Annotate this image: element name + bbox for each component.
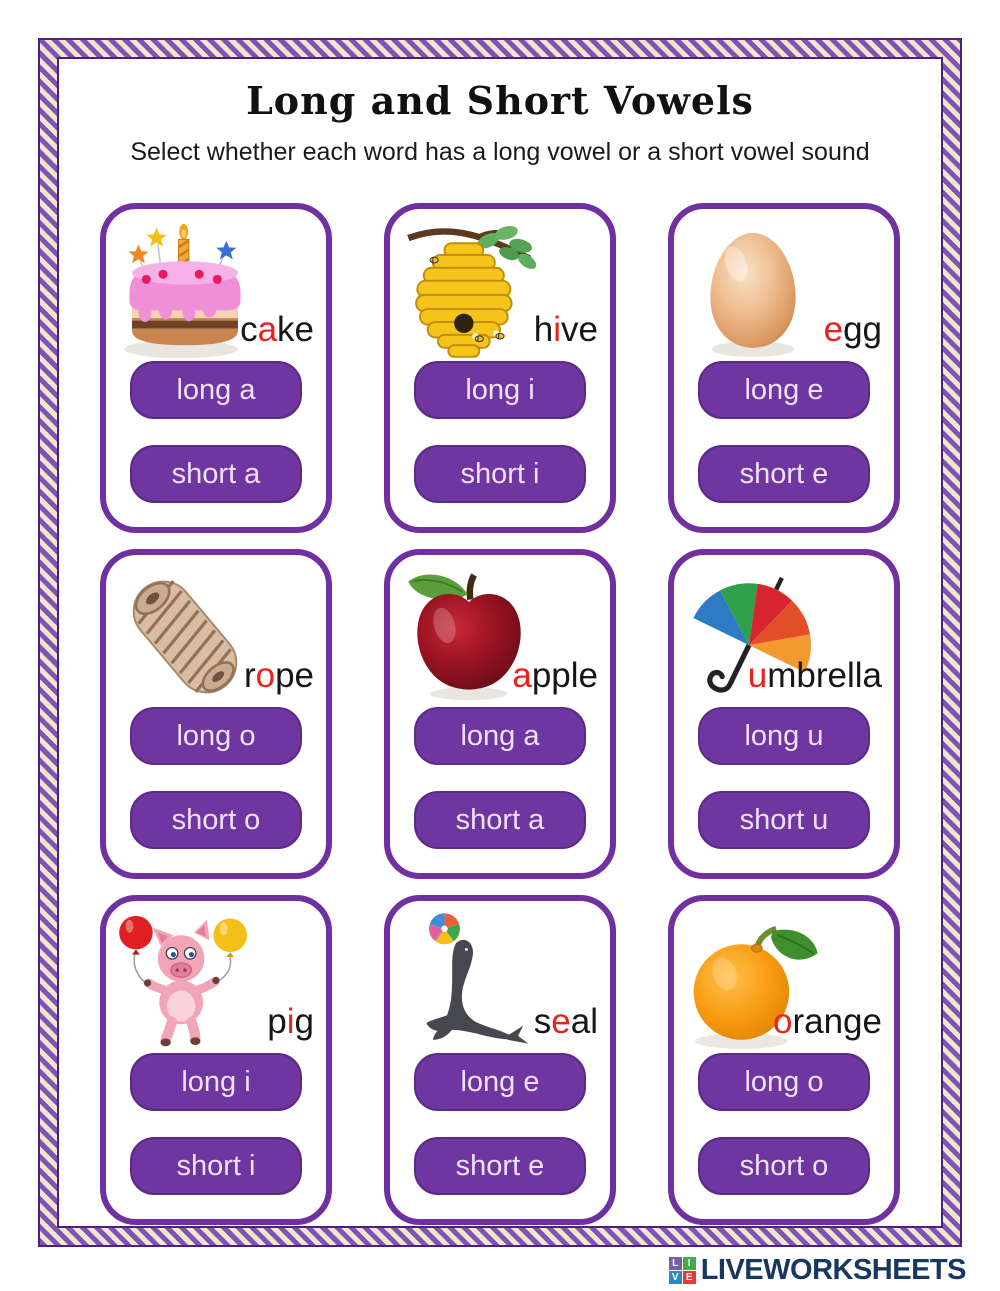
long-vowel-button[interactable]: long u: [698, 707, 870, 765]
card-orange: [668, 895, 900, 1225]
long-vowel-button[interactable]: long e: [414, 1053, 586, 1111]
word-vowel: a: [512, 656, 532, 695]
word-vowel: i: [286, 1002, 295, 1041]
word-suffix: g: [294, 1002, 314, 1041]
short-vowel-button[interactable]: short e: [698, 445, 870, 503]
word-vowel: u: [747, 656, 768, 695]
short-vowel-button[interactable]: short a: [414, 791, 586, 849]
short-vowel-button[interactable]: short o: [698, 1137, 870, 1195]
short-vowel-button[interactable]: short u: [698, 791, 870, 849]
word-suffix: pple: [531, 656, 598, 695]
long-vowel-button[interactable]: long i: [130, 1053, 302, 1111]
word-vowel: e: [551, 1002, 571, 1041]
short-vowel-button[interactable]: short i: [130, 1137, 302, 1195]
word-vowel: i: [553, 310, 562, 349]
word-label: [267, 1001, 314, 1043]
answer-buttons: [106, 1053, 326, 1195]
card-pig: [100, 895, 332, 1225]
card-egg: [668, 203, 900, 533]
word-vowel: o: [255, 656, 276, 695]
card-umbrella: [668, 549, 900, 879]
logo-square-l: L: [669, 1257, 682, 1270]
liveworksheets-logo-text: LIVEWORKSHEETS: [700, 1254, 966, 1286]
answer-buttons: [106, 361, 326, 503]
word-label: [773, 1001, 882, 1043]
answer-buttons: [390, 1053, 610, 1195]
page-instructions: Select whether each word has a long vowel or a short vowel sound: [130, 138, 870, 166]
answer-buttons: [390, 361, 610, 503]
short-vowel-button[interactable]: short a: [130, 445, 302, 503]
word-label: [534, 1001, 598, 1043]
word-suffix: mbrella: [767, 656, 882, 695]
short-vowel-button[interactable]: short o: [130, 791, 302, 849]
answer-buttons: [674, 707, 894, 849]
long-vowel-button[interactable]: long a: [414, 707, 586, 765]
logo-square-e: E: [683, 1271, 696, 1284]
card-hive: [384, 203, 616, 533]
logo-square-v: V: [669, 1271, 682, 1284]
liveworksheets-logo[interactable]: [669, 1254, 966, 1287]
word-vowel: a: [257, 310, 278, 349]
long-vowel-button[interactable]: long i: [414, 361, 586, 419]
beehive-image: [398, 217, 540, 365]
word-prefix: s: [533, 1002, 552, 1041]
seal-image: [398, 909, 540, 1057]
short-vowel-button[interactable]: short e: [414, 1137, 586, 1195]
word-prefix: c: [240, 310, 258, 349]
answer-buttons: [106, 707, 326, 849]
liveworksheets-logo-icon: [669, 1257, 696, 1284]
long-vowel-button[interactable]: long o: [698, 1053, 870, 1111]
card-apple: [384, 549, 616, 879]
word-label: [244, 655, 314, 697]
word-prefix: p: [267, 1002, 287, 1041]
word-suffix: ve: [561, 310, 598, 349]
rope-image: [114, 563, 256, 711]
word-label: [534, 309, 598, 351]
word-label: [824, 309, 882, 351]
word-label: [748, 655, 882, 697]
word-label: [240, 309, 314, 351]
word-vowel: e: [823, 310, 844, 349]
word-prefix: r: [243, 656, 256, 695]
card-rope: [100, 549, 332, 879]
card-cake: [100, 203, 332, 533]
word-suffix: al: [570, 1002, 598, 1041]
cake-image: [114, 217, 256, 365]
word-suffix: pe: [275, 656, 314, 695]
word-prefix: h: [533, 310, 554, 349]
long-vowel-button[interactable]: long a: [130, 361, 302, 419]
answer-buttons: [674, 361, 894, 503]
long-vowel-button[interactable]: long o: [130, 707, 302, 765]
answer-buttons: [390, 707, 610, 849]
page-title: Long and Short Vowels: [246, 78, 754, 123]
word-suffix: gg: [843, 310, 882, 349]
short-vowel-button[interactable]: short i: [414, 445, 586, 503]
egg-image: [682, 217, 824, 365]
long-vowel-button[interactable]: long e: [698, 361, 870, 419]
word-label: [512, 655, 598, 697]
card-seal: [384, 895, 616, 1225]
card-grid: [100, 203, 900, 1225]
logo-square-i: I: [683, 1257, 696, 1270]
word-vowel: o: [773, 1002, 793, 1041]
pig-image: [114, 909, 256, 1057]
word-suffix: range: [792, 1002, 882, 1041]
answer-buttons: [674, 1053, 894, 1195]
word-suffix: ke: [277, 310, 314, 349]
